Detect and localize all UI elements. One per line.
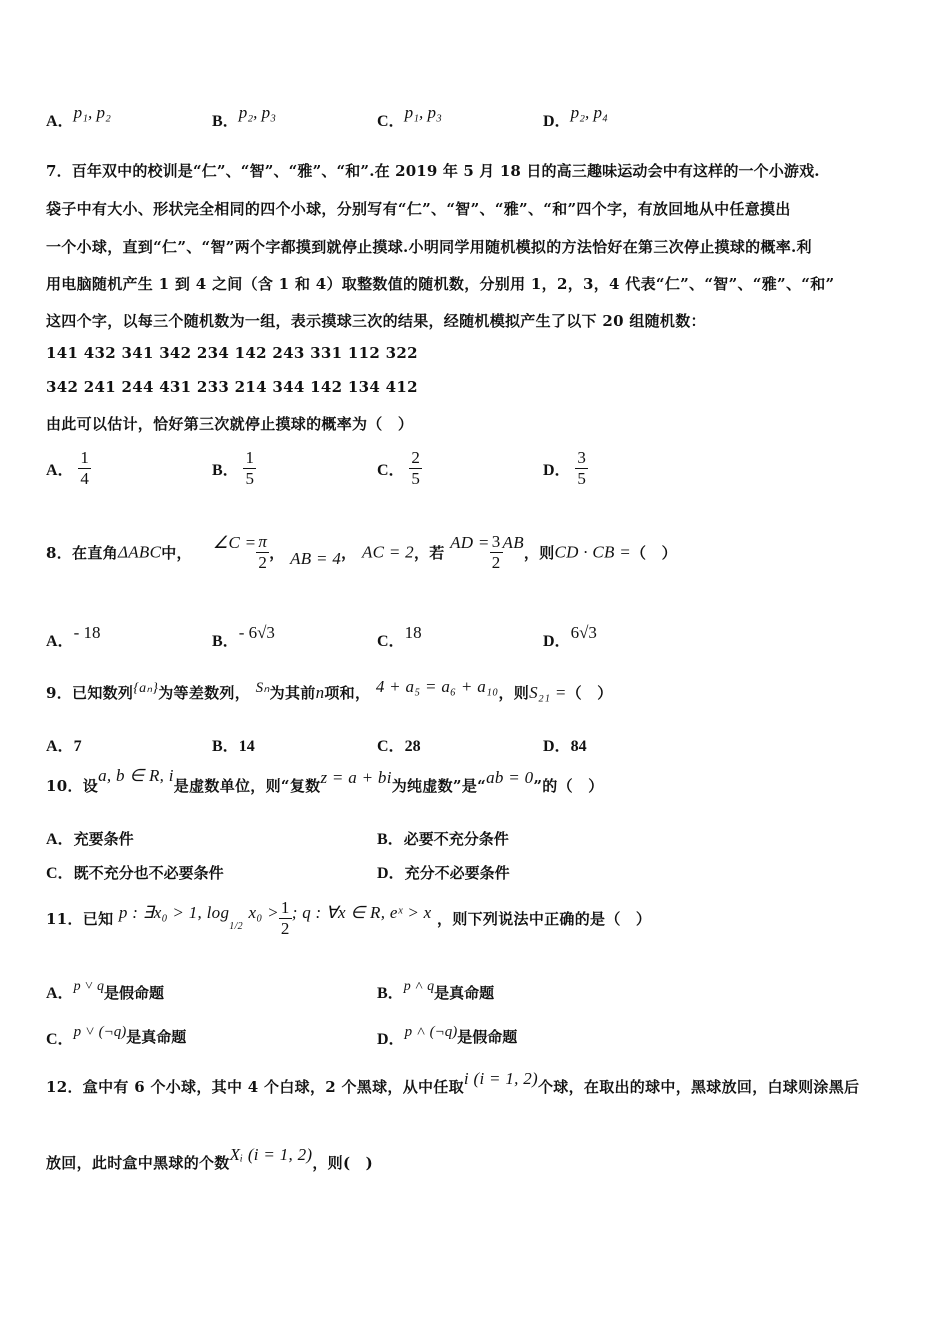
option-math: p₂, p₃ xyxy=(238,103,277,122)
q8-option-a xyxy=(46,620,101,650)
option-label: C． xyxy=(46,1031,74,1048)
q9-s21: S₂₁ = xyxy=(529,683,567,702)
q9-text: ，则 xyxy=(498,684,530,702)
q11-half: $\frac{1}{2}$ xyxy=(280,898,290,938)
q9-text: 为等差数列， xyxy=(158,684,251,702)
option-value: 28 xyxy=(404,738,421,755)
option-text: 是假命题 xyxy=(457,1028,518,1046)
option-math: 6√3 xyxy=(570,623,597,642)
option-math: p ˅ q xyxy=(73,979,105,994)
q11-suffix: ，则下列说法中正确的是（ ） xyxy=(437,910,652,928)
q9-prefix: 9．已知数列 xyxy=(46,684,134,702)
q11-log-base: 1/2 xyxy=(229,921,243,932)
q8-target: CD · CB = xyxy=(554,542,632,562)
q7-line-1: 7．百年双中的校训是“仁”、“智”、“雅”、“和”.在 2019 年 5 月 18 日的高三趣味运动会中有这样的一个小游戏. xyxy=(46,162,820,180)
q7-option-a xyxy=(46,448,91,489)
q9-equation: 4 + a₅ = a₆ + a₁₀ xyxy=(375,677,499,696)
q12-text: 12．盒中有 6 个小球，其中 4 个白球，2 个黑球，从中任取 xyxy=(46,1078,464,1096)
option-text: 充要条件 xyxy=(73,830,134,848)
q11-option-b xyxy=(377,976,495,1002)
q6-option-b xyxy=(212,103,277,131)
q8-comma: ， xyxy=(341,544,357,562)
q8-angle-fraction: $\frac{\pi}{2}$ xyxy=(258,532,268,572)
option-math: p₁, p₃ xyxy=(404,103,442,122)
q8-mid: 中， xyxy=(161,544,192,562)
option-label: D． xyxy=(543,633,571,650)
q8-ab: AB = 4 xyxy=(290,548,342,568)
q10-condition: ab = 0 xyxy=(486,768,534,787)
q10-z: z = a + bi xyxy=(320,768,392,787)
option-math: p ˄ (¬q) xyxy=(404,1024,458,1040)
option-math: 18 xyxy=(404,623,422,642)
q8-option-b xyxy=(212,620,275,650)
option-text: 既不充分也不必要条件 xyxy=(73,864,224,882)
q10-option-c xyxy=(46,860,224,883)
option-text: 是真命题 xyxy=(434,984,495,1002)
q9-option-a xyxy=(46,733,82,756)
q8-stem xyxy=(46,532,677,573)
q8-blank: （ ） xyxy=(631,544,677,562)
q12-line-2 xyxy=(46,1145,374,1173)
option-value: 14 xyxy=(238,738,255,755)
option-text: 必要不充分条件 xyxy=(403,830,509,848)
q7-random-numbers-2: 342 241 244 431 233 214 344 142 134 412 xyxy=(46,378,418,396)
q11-q: ; q : ∀x ∈ R, eˣ > x xyxy=(291,902,432,922)
option-label: D． xyxy=(543,462,571,479)
q10-option-d xyxy=(377,860,510,883)
option-label: B． xyxy=(377,985,404,1002)
q12-math: i (i = 1, 2) xyxy=(463,1069,538,1088)
option-text: 是假命题 xyxy=(104,984,165,1002)
fraction: $\frac{1}{5}$ xyxy=(245,448,254,488)
q11-option-a xyxy=(46,976,165,1002)
q8-option-c xyxy=(377,620,422,650)
q9-n: n xyxy=(315,683,325,702)
q10-stem xyxy=(46,766,604,796)
option-label: D． xyxy=(377,865,405,882)
q8-prefix: 8．在直角 xyxy=(46,544,118,562)
q10-prefix: 10．设 xyxy=(46,777,99,795)
q8-ad-fraction: $\frac{3}{2}$ xyxy=(491,532,501,572)
q10-text: ”的（ ） xyxy=(533,777,604,795)
q12-text: 放回，此时盒中黑球的个数 xyxy=(46,1154,230,1172)
option-label: D． xyxy=(543,738,571,755)
option-math: - 6√3 xyxy=(238,623,275,642)
q8-ac: AC = 2 xyxy=(361,542,414,562)
option-label: A． xyxy=(46,985,74,1002)
q6-option-a xyxy=(46,103,111,131)
option-label: C． xyxy=(377,462,405,479)
option-label: B． xyxy=(212,633,239,650)
q9-stem xyxy=(46,677,613,703)
q7-line-4: 用电脑随机产生 1 到 4 之间（含 1 和 4）取整数值的随机数，分别用 1，2，3，4 代表“仁”、“智”、“雅”、“和” xyxy=(46,275,835,293)
q11-option-d xyxy=(377,1018,518,1048)
q12-text: 个球，在取出的球中，黑球放回，白球则涂黑后 xyxy=(538,1078,860,1096)
q10-option-b xyxy=(377,826,509,849)
fraction: $\frac{1}{4}$ xyxy=(80,448,89,488)
option-label: A． xyxy=(46,831,74,848)
q9-option-b xyxy=(212,733,255,756)
option-label: A． xyxy=(46,113,74,130)
q11-stem xyxy=(46,898,651,939)
option-value: 7 xyxy=(73,738,82,755)
q12-line-1 xyxy=(46,1069,860,1097)
q7-line-2: 袋子中有大小、形状完全相同的四个小球，分别写有“仁”、“智”、“雅”、“和”四个字，有放回地从中任意摸出 xyxy=(46,200,791,218)
q9-blank: （ ） xyxy=(566,684,613,702)
option-text: 充分不必要条件 xyxy=(404,864,510,882)
q11-option-c xyxy=(46,1018,187,1048)
option-label: C． xyxy=(377,738,405,755)
option-label: A． xyxy=(46,738,74,755)
q7-option-d xyxy=(543,448,588,489)
option-label: B． xyxy=(212,113,239,130)
q8-ad-ab: AB xyxy=(502,532,524,552)
option-label: C． xyxy=(377,633,405,650)
q10-option-a xyxy=(46,826,134,849)
q6-option-d xyxy=(543,103,608,131)
option-label: D． xyxy=(377,1031,405,1048)
option-label: B． xyxy=(212,462,239,479)
q11-prefix: 11．已知 xyxy=(46,910,114,928)
q10-vars: a, b ∈ R, i xyxy=(98,766,174,785)
option-math: p₂, p₄ xyxy=(570,103,608,122)
option-label: A． xyxy=(46,462,74,479)
q8-angle: ∠C = xyxy=(212,532,257,552)
q8-ad: AD = xyxy=(450,532,490,552)
q8-triangle: ΔABC xyxy=(117,542,162,562)
q12-text: ，则( ) xyxy=(312,1154,374,1172)
option-label: C． xyxy=(377,113,405,130)
q9-option-d xyxy=(543,733,587,756)
q6-option-c xyxy=(377,103,442,131)
option-label: B． xyxy=(377,831,404,848)
option-label: D． xyxy=(543,113,571,130)
q12-math: Xᵢ (i = 1, 2) xyxy=(229,1145,313,1164)
q9-text: 为其前 xyxy=(269,684,316,702)
option-value: 84 xyxy=(570,738,587,755)
q7-option-c xyxy=(377,448,422,489)
fraction: $\frac{2}{5}$ xyxy=(411,448,420,488)
option-math: - 18 xyxy=(73,623,101,642)
q7-line-3: 一个小球，直到“仁”、“智”两个字都摸到就停止摸球.小明同学用随机模拟的方法恰好在第三次停止摸球的概率.利 xyxy=(46,238,812,256)
q8-comma: ， xyxy=(269,544,285,562)
option-math: p ˅ (¬q) xyxy=(73,1024,127,1040)
q8-then: ，则 xyxy=(523,544,555,562)
q7-question: 由此可以估计，恰好第三次就停止摸球的概率为（ ） xyxy=(46,415,414,433)
option-label: B． xyxy=(212,738,239,755)
q11-p: p : ∃x₀ > 1, log xyxy=(118,902,230,922)
fraction: $\frac{3}{5}$ xyxy=(577,448,586,488)
q7-option-b xyxy=(212,448,256,489)
q8-option-d xyxy=(543,620,597,650)
q9-option-c xyxy=(377,733,421,756)
option-text: 是真命题 xyxy=(126,1028,187,1046)
option-math: p ˄ q xyxy=(403,979,435,994)
q10-text: 为纯虚数”是“ xyxy=(391,777,487,795)
q7-random-numbers-1: 141 432 341 342 234 142 243 331 112 322 xyxy=(46,344,418,362)
q11-x0: x₀ > xyxy=(248,902,279,922)
q10-text: 是虚数单位，则“复数 xyxy=(173,777,321,795)
option-label: A． xyxy=(46,633,74,650)
q7-line-5: 这四个字，以每三个随机数为一组，表示摸球三次的结果，经随机模拟产生了以下 20 组随机数： xyxy=(46,312,706,330)
q9-sn: Sₙ xyxy=(255,680,270,696)
q9-sequence: {aₙ} xyxy=(133,681,159,696)
q8-if: ，若 xyxy=(413,544,445,562)
option-label: C． xyxy=(46,865,74,882)
option-math: p₁, p₂ xyxy=(73,103,111,122)
q9-text: 项和， xyxy=(324,684,371,702)
